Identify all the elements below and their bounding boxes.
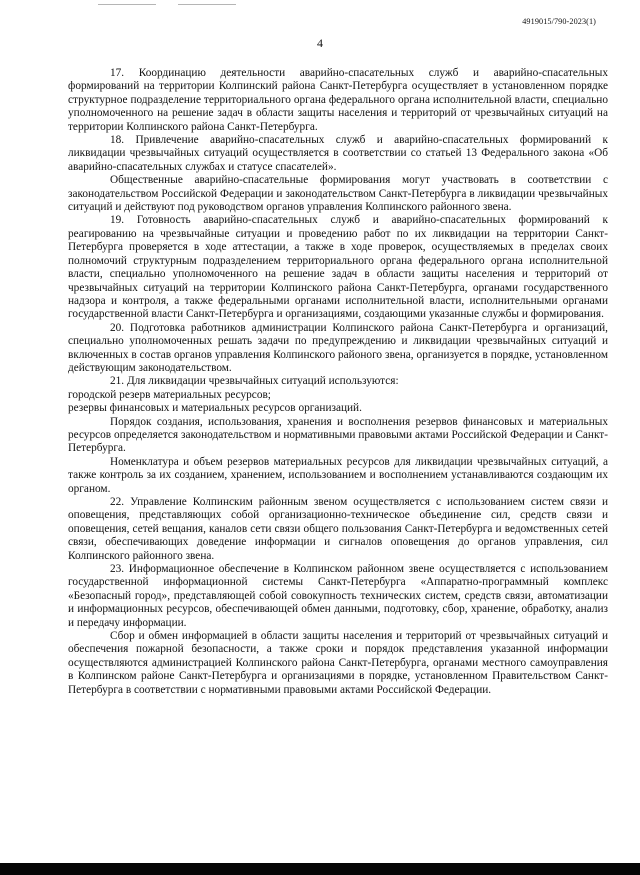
- scan-bottom-edge: [0, 863, 640, 875]
- paragraph-23: 23. Информационное обеспечение в Колпинском районном звене осуществляется с использованием государственной информационной системы Санкт-Петербурга «Аппаратно-программный комплекс «Безопасный город», представляющей собой совокупность технических систем, средств связи, автоматизации и информационных ресурсов, обеспечивающей обмен данными, подготовку, сбор, хранение, обработку, анализ и передачу информации.: [68, 563, 608, 629]
- paragraph-public-formations: Общественные аварийно-спасательные формирования могут участвовать в соответствии с законодательством Российской Федерации и законодательством Санкт-Петербурга в ликвидации чрезвычайных ситуаций и действуют под руководством органов управления Колпинского районного звена.: [68, 174, 608, 214]
- paragraph-19: 19. Готовность аварийно-спасательных служб и аварийно-спасательных формирований к реагированию на чрезвычайные ситуации и проведению работ по их ликвидации на территории Санкт-Петербурга проверяется в ходе аттестации, а также в ходе проверок, осуществляемых в пределах своих полномочий структурным подразделением территориального органа федерального органа исполнительной власти, специально уполномоченного на решение задач в области защиты населения и территорий от чрезвычайных ситуаций на территории Колпинского района Санкт-Петербурга, органами государственного надзора и контроля, а также федеральными органами исполнительной власти, исполнительными органами государственной власти Санкт-Петербурга и организациями, создающими указанные службы и формирования.: [68, 214, 608, 321]
- paragraph-nomenclature: Номенклатура и объем резервов материальных ресурсов для ликвидации чрезвычайных ситуаций, а также контроль за их созданием, хранением, использованием и восполнением устанавливаются создающим их органом.: [68, 455, 608, 495]
- paragraph-22: 22. Управление Колпинским районным звеном осуществляется с использованием систем связи и оповещения, представляющих собой организационно-техническое объединение сил, средств связи и оповещения, сетей вещания, каналов сети связи общего пользования Санкт-Петербурга и ведомственных сетей связи, обеспечивающих доведение информации и сигналов оповещения до органов управления, сил Колпинского районного звена.: [68, 496, 608, 562]
- list-item-org-reserves: резервы финансовых и материальных ресурсов организаций.: [68, 402, 362, 415]
- paragraph-18: 18. Привлечение аварийно-спасательных служб и аварийно-спасательных формирований к ликвидации чрезвычайных ситуаций осуществляется в соответствии со статьей 13 Федерального закона «Об аварийно-спасательных службах и статусе спасателей».: [68, 134, 608, 173]
- top-rule-left: [98, 4, 156, 5]
- paragraph-info-exchange: Сбор и обмен информацией в области защиты населения и территорий от чрезвычайных ситуаций и обеспечения пожарной безопасности, а также сроки и порядок представления указанной информации осуществляются администрацией Колпинского района Санкт-Петербурга, органами местного самоуправления в Колпинском районе Санкт-Петербурга и организациями в порядке, установленном Правительством Санкт-Петербурга в соответствии с нормативными правовыми актами Российской Федерации.: [68, 630, 608, 696]
- list-item-city-reserve: городской резерв материальных ресурсов;: [68, 388, 271, 401]
- paragraph-reserve-procedure: Порядок создания, использования, хранения и восполнения резервов финансовых и материальных ресурсов определяется законодательством и нормативными правовыми актами Российской Федерации и Санкт-Петербурга.: [68, 415, 608, 455]
- document-id: 4919015/790-2023(1): [522, 17, 596, 26]
- page-number: 4: [317, 36, 323, 50]
- document-body: [68, 67, 608, 697]
- paragraph-21: 21. Для ликвидации чрезвычайных ситуаций используются:: [110, 375, 399, 388]
- paragraph-20: 20. Подготовка работников администрации Колпинского района Санкт-Петербурга и организаций, специально уполномоченных решать задачи по предупреждению и ликвидации чрезвычайных ситуаций и включенных в состав органов управления Колпинского районого звена, организуется в порядке, установленном действующим законодательством.: [68, 321, 608, 374]
- top-rule-right: [178, 4, 236, 5]
- paragraph-17: 17. Координацию деятельности аварийно-спасательных служб и аварийно-спасательных формирований на территории Колпинский района Санкт-Петербурга осуществляет в установленном порядке структурное подразделение территориального органа федерального органа исполнительной власти, специально уполномоченного на решение задач в области защиты населения и территорий от чрезвычайных ситуаций на территории Колпинского района Санкт-Петербурга.: [68, 67, 608, 133]
